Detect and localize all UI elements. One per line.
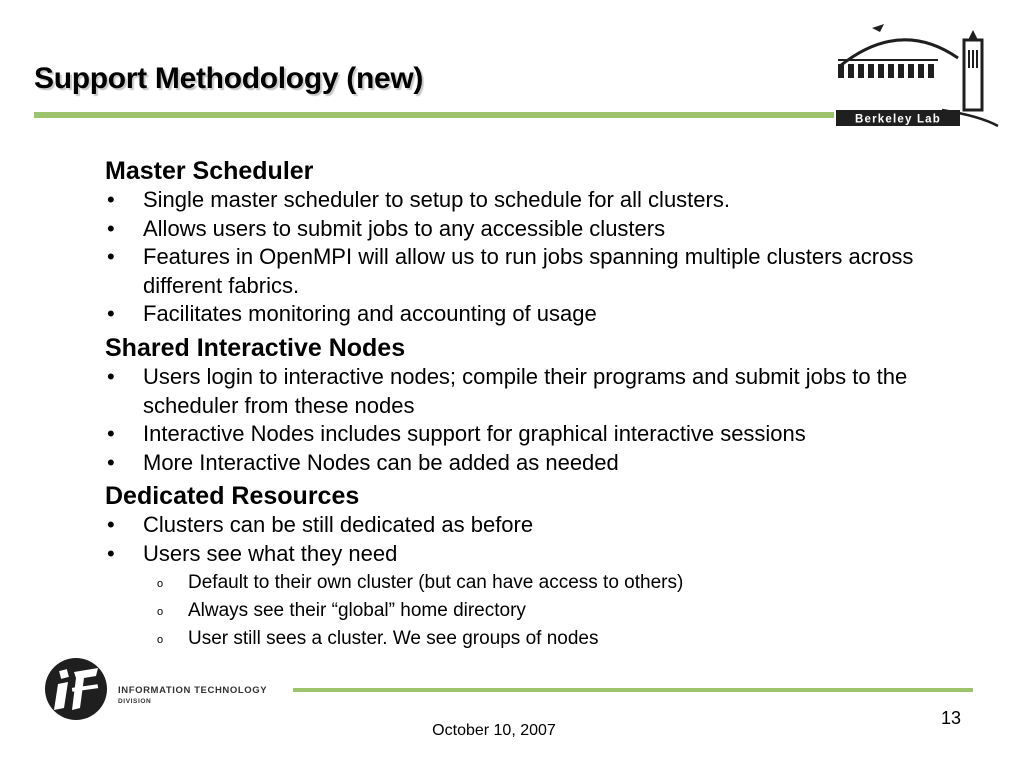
section-heading-dedicated-resources: Dedicated Resources (105, 482, 360, 511)
dedicated-resources-sublist (105, 569, 935, 654)
berkeley-lab-logo-text: Berkeley Lab (855, 113, 941, 126)
list-item: • Interactive Nodes includes support for graphical interactive sessions (105, 420, 935, 449)
berkeley-lab-logo-icon (830, 18, 1002, 130)
it-division-name-line2: DIVISION (118, 698, 152, 705)
sub-list-item: o Always see their “global” home directory (105, 597, 935, 625)
list-item: • Features in OpenMPI will allow us to run jobs spanning multiple clusters across different fabrics. (105, 243, 935, 300)
list-item: • More Interactive Nodes can be added as needed (105, 449, 935, 478)
list-item: • Clusters can be still dedicated as before (105, 511, 935, 540)
section-heading-master-scheduler: Master Scheduler (105, 157, 314, 185)
list-item: • Single master scheduler to setup to schedule for all clusters. (105, 186, 935, 215)
page-number: 13 (940, 708, 961, 728)
section-heading-shared-interactive-nodes: Shared Interactive Nodes (105, 333, 406, 362)
sub-list-item: o User still sees a cluster. We see groups of nodes (105, 625, 935, 653)
slide-title: Support Methodology (new) (34, 62, 424, 95)
list-item: • Allows users to submit jobs to any accessible clusters (105, 215, 935, 244)
slide-body (105, 156, 935, 654)
title-underline (34, 112, 834, 118)
dedicated-resources-list (105, 511, 935, 568)
list-item: • Users see what they need (105, 540, 935, 569)
it-division-logo-icon (40, 656, 300, 722)
master-scheduler-list (105, 186, 935, 329)
shared-interactive-nodes-list (105, 363, 935, 477)
footer-date: October 10, 2007 (432, 722, 556, 739)
list-item: • Users login to interactive nodes; compile their programs and submit jobs to the scheduler from these nodes (105, 363, 935, 420)
list-item: • Facilitates monitoring and accounting of usage (105, 300, 935, 329)
sub-list-item: o Default to their own cluster (but can have access to others) (105, 569, 935, 597)
it-division-name-line1: INFORMATION TECHNOLOGY (118, 685, 268, 696)
footer-rule (293, 688, 973, 692)
